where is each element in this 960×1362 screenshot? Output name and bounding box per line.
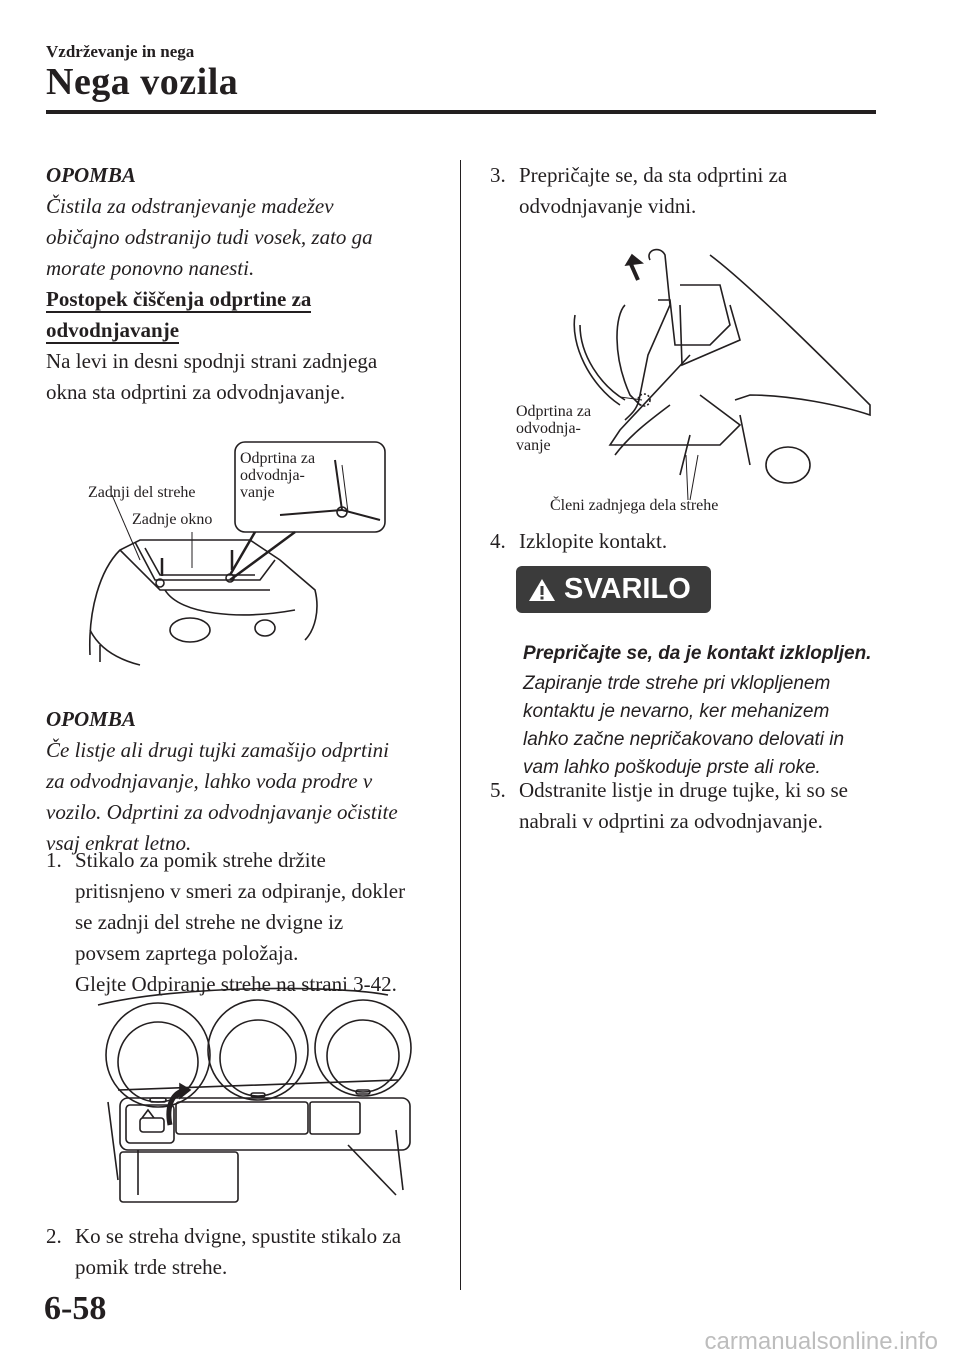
note-title: OPOMBA bbox=[46, 163, 136, 187]
note-line: Če listje ali drugi tujki zamašijo odprtini bbox=[46, 738, 390, 762]
warning-label: SVARILO bbox=[564, 573, 691, 605]
note-line: morate ponovno nanesti. bbox=[46, 256, 255, 280]
step-line: Ko se streha dvigne, spustite stikalo za bbox=[75, 1224, 402, 1248]
warning-body bbox=[523, 640, 893, 782]
step-number: 3. bbox=[490, 163, 506, 187]
warning-line: kontaktu je nevarno, ker mehanizem bbox=[523, 701, 830, 722]
intro-paragraph bbox=[46, 346, 446, 408]
step-number: 2. bbox=[46, 1224, 62, 1248]
section-label: Vzdrževanje in nega bbox=[46, 42, 195, 61]
note-line: Čistila za odstranjevanje madežev bbox=[46, 194, 334, 218]
column-divider bbox=[460, 160, 461, 1290]
label-line: Odprtina za bbox=[516, 403, 592, 420]
label-line: odvodnja- bbox=[240, 467, 305, 484]
warning-line: Zapiranje trde strehe pri vklopljenem bbox=[523, 673, 831, 694]
step-line: Stikalo za pomik strehe držite bbox=[75, 848, 326, 872]
step-line: Odstranite listje in druge tujke, ki so se bbox=[519, 778, 848, 802]
note-leaves bbox=[46, 704, 446, 859]
step-line: Izklopite kontakt. bbox=[519, 529, 668, 553]
note-line: vsaj enkrat letno. bbox=[46, 831, 192, 855]
label-line: vanje bbox=[516, 437, 551, 454]
step-5 bbox=[490, 775, 900, 837]
step-3 bbox=[490, 160, 900, 222]
step-line: Prepričajte se, da sta odprtini za bbox=[519, 163, 788, 187]
chapter-title: Nega vozila bbox=[46, 61, 239, 103]
header-rule bbox=[46, 110, 876, 114]
step-line: povsem zaprtega položaja. bbox=[75, 941, 299, 965]
page-number: 6-58 bbox=[44, 1290, 107, 1327]
warning-line: vam lahko poškoduje prste ali roke. bbox=[523, 757, 821, 778]
step-number: 5. bbox=[490, 778, 506, 802]
note-cleaners bbox=[46, 160, 446, 284]
step-line: Glejte Odpiranje strehe na strani 3-42. bbox=[75, 972, 397, 996]
warning-heading: Prepričajte se, da je kontakt izklopljen. bbox=[523, 643, 872, 664]
figure-raised-roof bbox=[570, 245, 890, 515]
step-2 bbox=[46, 1221, 456, 1283]
step-line: pritisnjeno v smeri za odpiranje, dokler bbox=[75, 879, 406, 903]
label-line: Odprtina za bbox=[240, 450, 316, 467]
warning-triangle-icon bbox=[528, 577, 556, 603]
step-1 bbox=[46, 845, 456, 1000]
figure-label-drain-raised bbox=[516, 403, 591, 454]
step-line: nabrali v odprtini za odvodnjavanje. bbox=[519, 809, 823, 833]
note-line: za odvodnjavanje, lahko voda prodre v bbox=[46, 769, 373, 793]
note-line: običajno odstranijo tudi vosek, zato ga bbox=[46, 225, 373, 249]
figure-label-rear-window: Zadnje okno bbox=[132, 511, 213, 528]
step-number: 1. bbox=[46, 848, 62, 872]
subheading-line: odvodnjavanje bbox=[46, 318, 180, 342]
watermark: carmanualsonline.info bbox=[704, 1328, 938, 1355]
step-4 bbox=[490, 526, 900, 557]
paragraph-line: okna sta odprtini za odvodnjavanje. bbox=[46, 380, 346, 404]
figure-label-drain bbox=[240, 450, 315, 501]
subheading-drain-cleaning bbox=[46, 284, 311, 346]
figure-roof-switch bbox=[98, 990, 418, 1205]
figure-label-rear-roof: Zadnji del strehe bbox=[88, 484, 196, 501]
note-line: vozilo. Odprtini za odvodnjavanje očistite bbox=[46, 800, 398, 824]
warning-badge bbox=[516, 566, 711, 613]
warning-line: lahko začne nepričakovano delovati in bbox=[523, 729, 845, 750]
label-line: vanje bbox=[240, 484, 275, 501]
step-line: odvodnjavanje vidni. bbox=[519, 194, 697, 218]
label-line: odvodnja- bbox=[516, 420, 581, 437]
step-line: pomik trde strehe. bbox=[75, 1255, 228, 1279]
subheading-line: Postopek čiščenja odprtine za bbox=[46, 287, 312, 311]
step-line: se zadnji del strehe ne dvigne iz bbox=[75, 910, 344, 934]
step-number: 4. bbox=[490, 529, 506, 553]
figure-label-roof-members: Členi zadnjega dela strehe bbox=[550, 497, 719, 514]
paragraph-line: Na levi in desni spodnji strani zadnjega bbox=[46, 349, 378, 373]
note-title: OPOMBA bbox=[46, 707, 136, 731]
